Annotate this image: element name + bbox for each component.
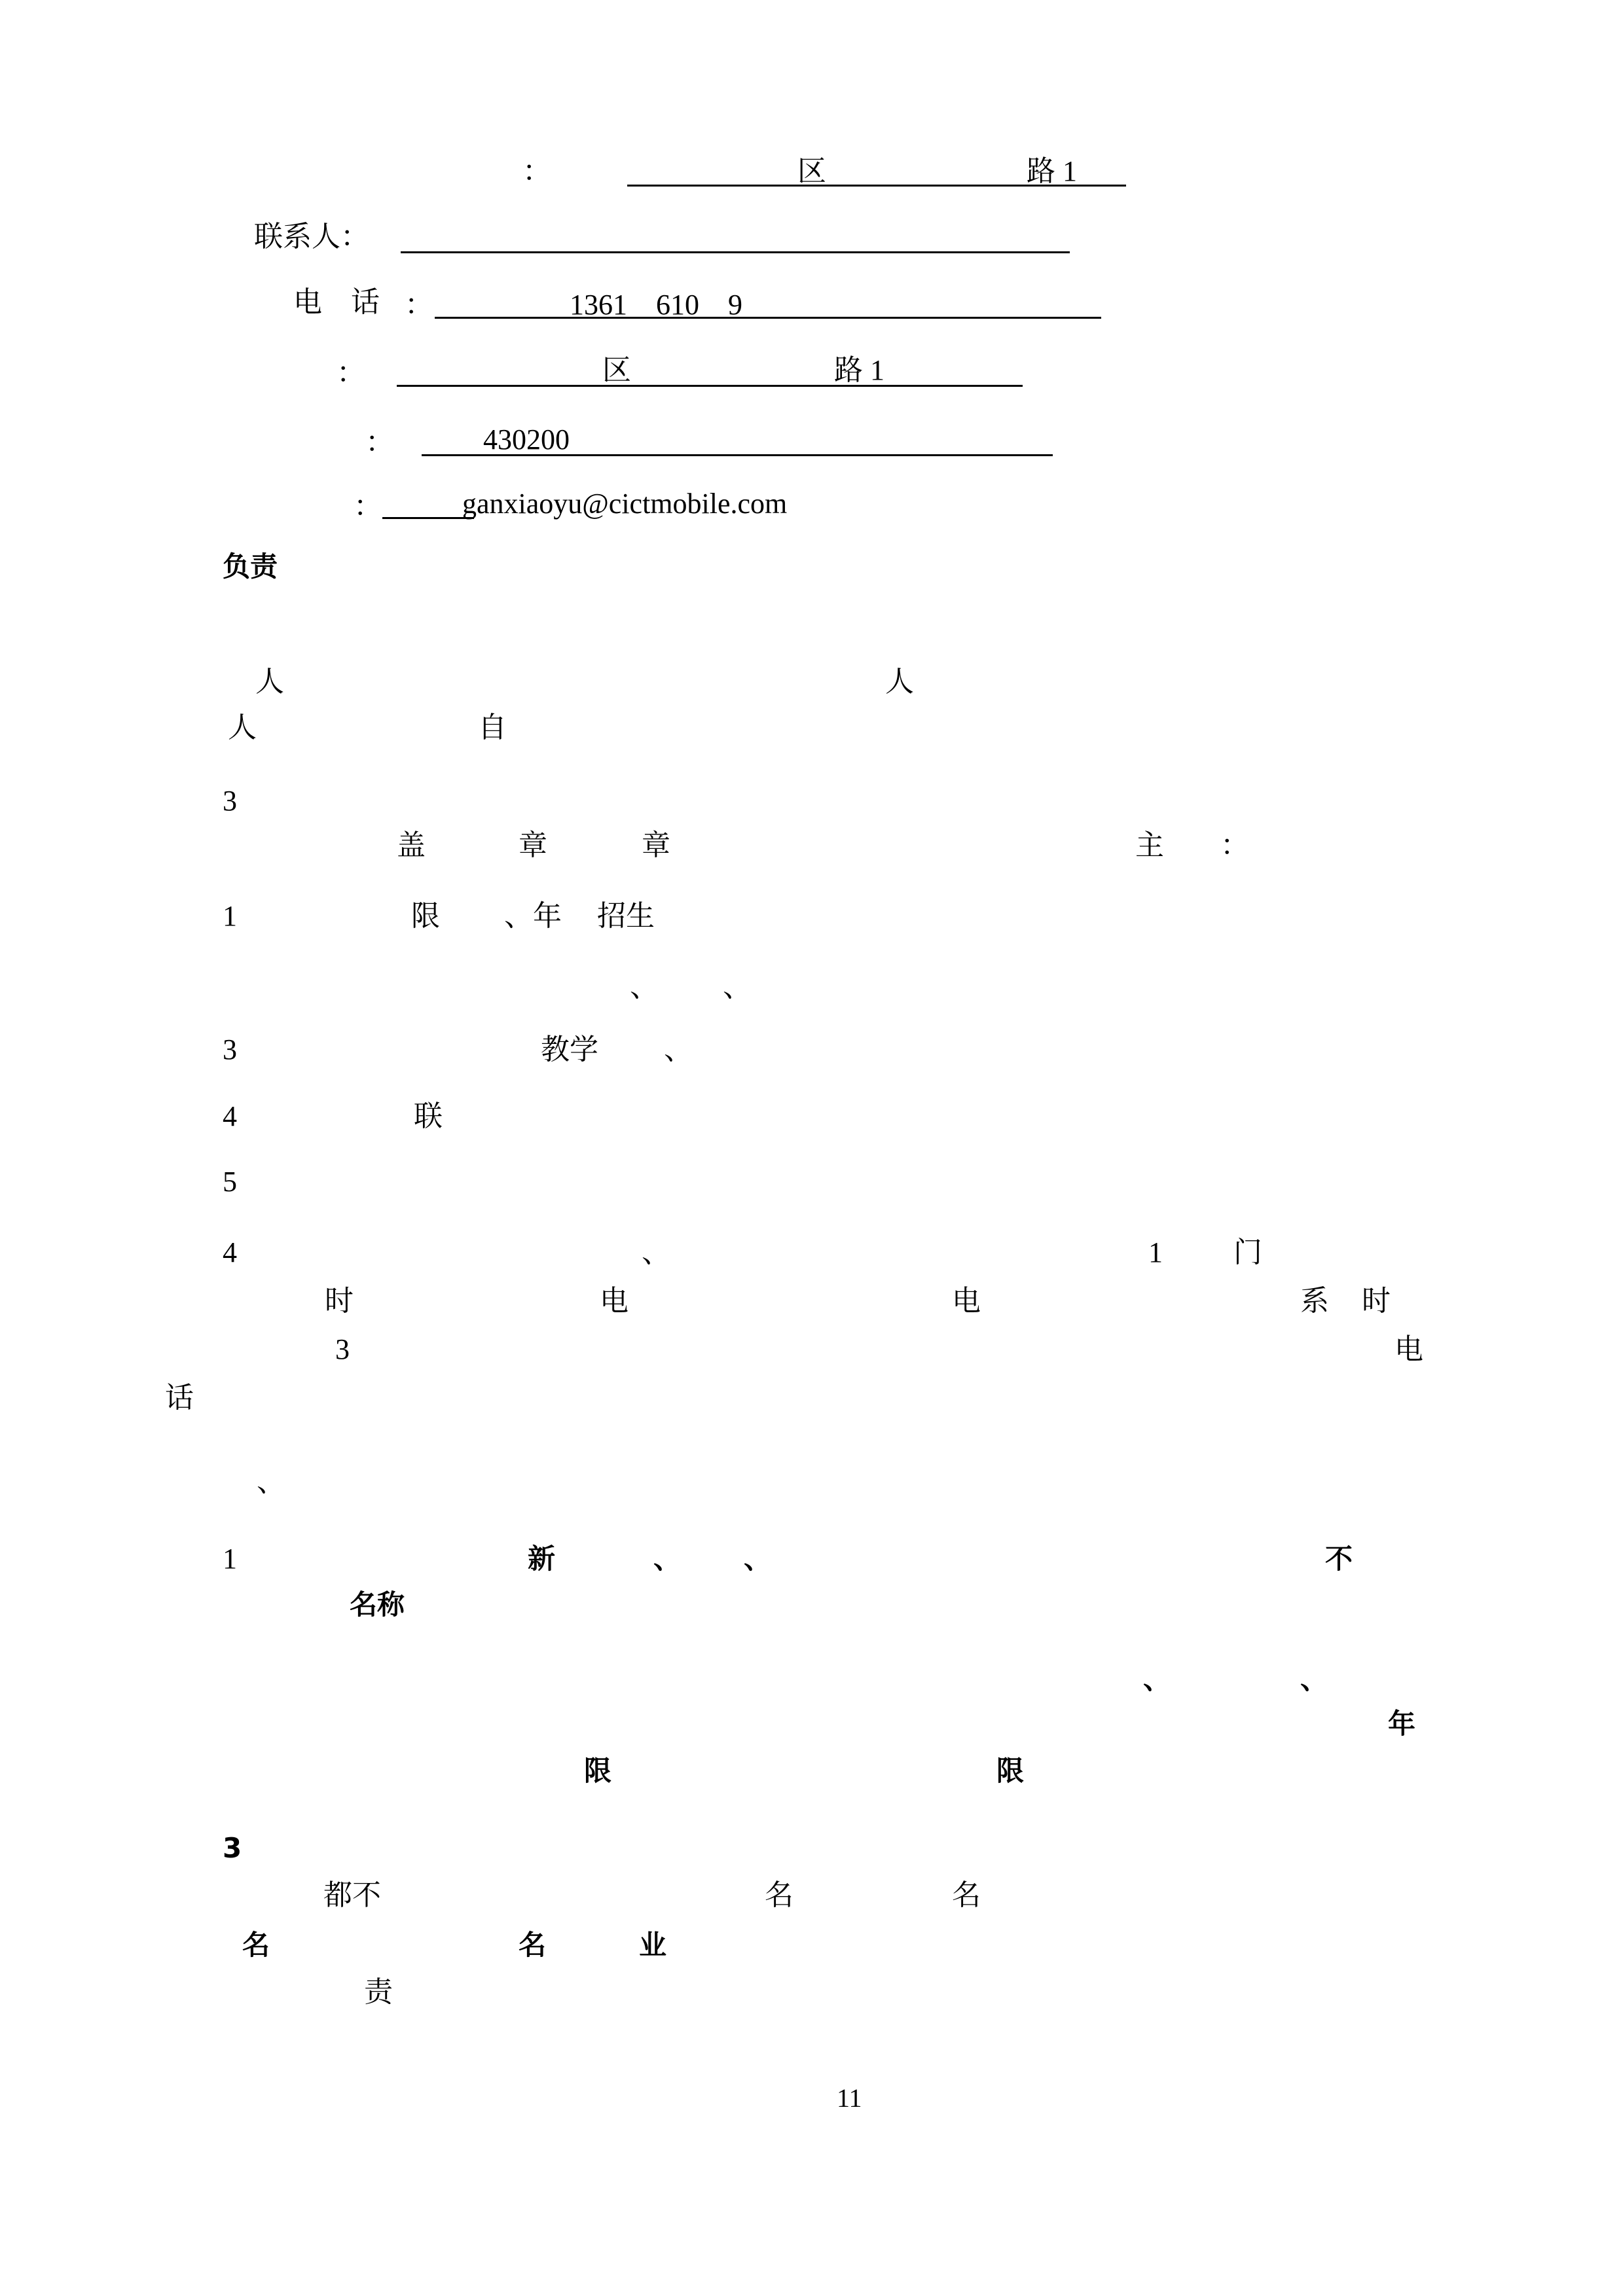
l23-a: 责	[364, 1976, 393, 2008]
l11-e: 时	[1362, 1285, 1391, 1317]
l4-a: 盖	[397, 829, 426, 861]
l7-b: 、	[664, 1033, 693, 1066]
l15-num: 1	[223, 1543, 237, 1575]
l21-b: 名	[765, 1879, 793, 1911]
l15-b: 、	[653, 1543, 682, 1575]
l15-d: 不	[1325, 1543, 1353, 1575]
contact-underline	[401, 251, 1070, 253]
l4-d: 主	[1135, 829, 1164, 861]
row1-district: 区	[797, 155, 826, 187]
l4-c: 章	[642, 829, 670, 861]
l22-c: 业	[639, 1929, 667, 1961]
contact-label: 联系人：	[254, 221, 369, 253]
l21-c: 名	[952, 1879, 981, 1911]
email-colon: ：	[354, 490, 382, 522]
fuze-heading: 负责	[223, 550, 278, 583]
l7-num: 3	[223, 1033, 237, 1066]
l19-a: 限	[584, 1755, 612, 1787]
phone-underline	[435, 317, 1101, 319]
l15-a: 新	[528, 1543, 556, 1575]
l2-b: 自	[478, 711, 507, 744]
l3-num: 3	[223, 785, 237, 817]
l6-a: 、	[630, 971, 659, 1003]
l8-num: 4	[223, 1100, 237, 1132]
l22-b: 名	[519, 1929, 547, 1961]
l11-a: 时	[325, 1285, 354, 1317]
l10-a: 、	[642, 1236, 670, 1268]
l9-num: 5	[223, 1166, 237, 1198]
phone-label: 电 话	[293, 286, 380, 318]
l16-a: 名称	[350, 1588, 405, 1621]
email-underline	[382, 517, 474, 519]
l5-num: 1	[223, 900, 237, 932]
l1-b: 人	[885, 666, 914, 698]
l8-a: 联	[414, 1100, 443, 1132]
l10-b: 1	[1148, 1236, 1163, 1268]
page-number: 11	[837, 2083, 862, 2113]
l14-a: 、	[257, 1465, 285, 1498]
l19-b: 限	[996, 1755, 1025, 1787]
l11-b: 电	[600, 1285, 629, 1317]
l7-a: 教学	[541, 1033, 598, 1066]
l2-a: 人	[228, 711, 257, 744]
l11-c: 电	[952, 1285, 981, 1317]
l21-a: 都不	[323, 1879, 381, 1911]
l13-a: 话	[165, 1382, 194, 1414]
row4-road: 路 1	[834, 354, 884, 386]
l5-c: 招生	[597, 900, 655, 932]
l15-c: 、	[744, 1543, 772, 1575]
l1-a: 人	[255, 666, 284, 698]
row1-colon: ：	[522, 155, 551, 187]
l4-e: ：	[1220, 829, 1249, 861]
row4-colon: ：	[337, 357, 365, 389]
l17-b: 、	[1300, 1663, 1328, 1695]
l12-num: 3	[335, 1333, 350, 1365]
l22-a: 名	[242, 1929, 270, 1961]
l20-num: 3	[223, 1832, 242, 1864]
postcode-colon: ：	[365, 426, 394, 458]
l18-a: 年	[1388, 1708, 1416, 1740]
l11-d: 系	[1300, 1285, 1329, 1317]
l10-c: 门	[1233, 1236, 1262, 1268]
phone-value: 1361 610 9	[570, 289, 742, 321]
postcode-value: 430200	[483, 423, 570, 456]
email-value: ganxiaoyu@cictmobile.com	[462, 488, 788, 520]
l17-a: 、	[1143, 1663, 1171, 1695]
l5-a: 限	[411, 900, 440, 932]
row1-road: 路 1	[1027, 155, 1077, 187]
l4-b: 章	[519, 829, 547, 861]
l6-b: 、	[723, 971, 752, 1003]
phone-colon: ：	[405, 289, 433, 321]
l10-num: 4	[223, 1236, 237, 1268]
l12-a: 电	[1395, 1333, 1423, 1365]
row4-district: 区	[602, 354, 631, 386]
row4-underline	[397, 385, 1023, 387]
l5-b: 、年	[504, 900, 562, 932]
